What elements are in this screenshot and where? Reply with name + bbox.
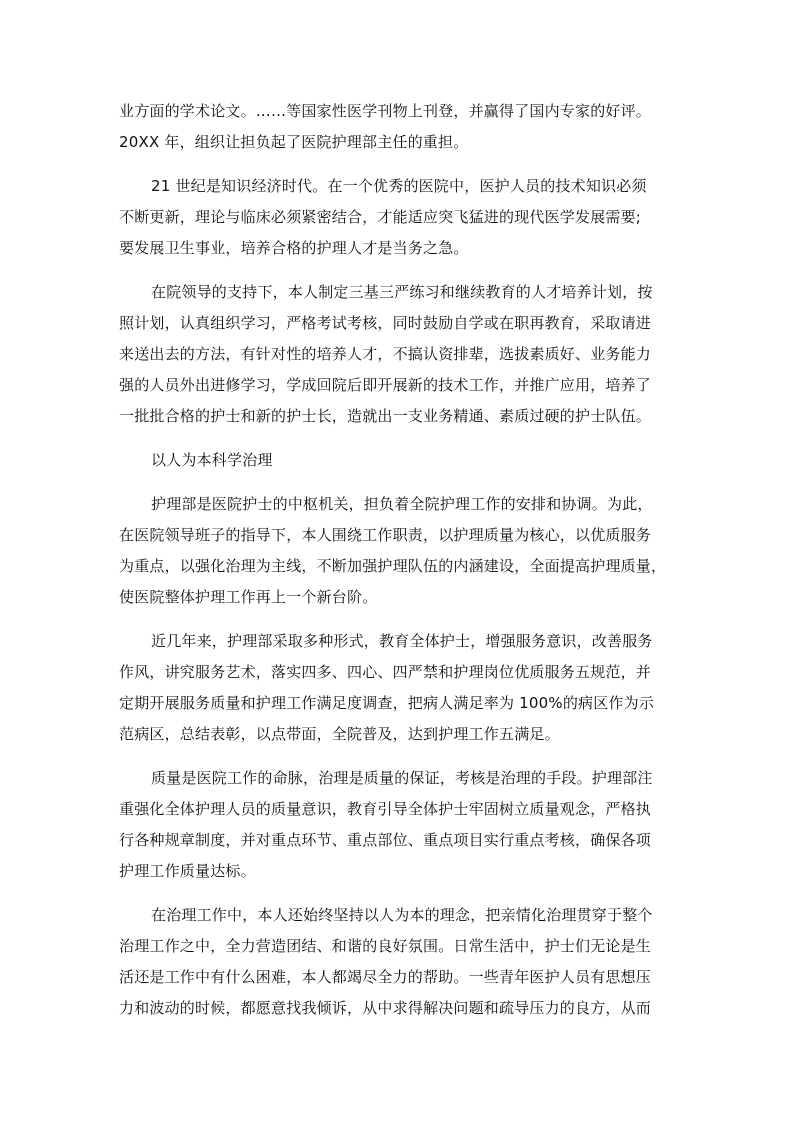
text-line: 治理工作之中，全力营造团结、和谐的良好氛围。日常生活中，护士们无论是生 [119, 937, 652, 955]
text-line: 强的人员外出进修学习，学成回院后即开展新的技术工作，并推广应用，培养了 [119, 376, 652, 394]
section-heading [119, 445, 685, 476]
text-line: 不断更新，理论与临床必须紧密结合，才能适应突飞猛进的现代医学发展需要; [119, 208, 642, 226]
text-line: 定期开展服务质量和护理工作满足度调查，把病人满足率为 100%的病区作为示 [119, 694, 655, 712]
text-line: 在治理工作中，本人还始终坚持以人为本的理念，把亲情化治理贯穿于整个 [151, 906, 653, 924]
text-line: 照计划，认真组织学习，严格考试考核，同时鼓励自学或在职再教育，采取请进 [119, 314, 652, 332]
text-line: 力和波动的时候，都愿意找我倾诉，从中求得解决问题和疏导压力的良方，从而 [119, 999, 652, 1017]
text-line: 来送出去的方法，有针对性的培养人才，不搞认资排辈，选拔素质好、业务能力 [119, 345, 652, 363]
text-line: 21 世纪是知识经济时代。在一个优秀的医院中，医护人员的技术知识必须 [151, 177, 647, 195]
text-line: 一批批合格的护士和新的护士长，造就出一支业务精通、素质过硬的护士队伍。 [119, 407, 652, 425]
text-line: 质量是医院工作的命脉，治理是质量的保证，考核是治理的手段。护理部注 [151, 769, 653, 787]
text-line: 为重点，以强化治理为主线，不断加强护理队伍的内涵建设，全面提高护理质量， [119, 557, 667, 575]
text-line: 近几年来，护理部采取多种形式，教育全体护士，增强服务意识，改善服务 [151, 632, 653, 650]
text-line: 使医院整体护理工作再上一个新台阶。 [119, 588, 378, 606]
text-line: 业方面的学术论文。……等国家性医学刊物上刊登，并赢得了国内专家的好评。 [119, 102, 652, 120]
text-line: 要发展卫生事业，培养合格的护理人才是当务之急。 [119, 239, 469, 257]
text-line: 护理工作质量达标。 [119, 862, 256, 880]
text-line: 行各种规章制度，并对重点环节、重点部位、重点项目实行重点考核，确保各项 [119, 831, 652, 849]
paragraph-4 [119, 489, 685, 613]
paragraph-2 [119, 277, 685, 432]
paragraph-5 [119, 626, 685, 750]
document-body [119, 96, 685, 1037]
heading-text: 以人为本科学治理 [151, 451, 273, 469]
text-line: 活还是工作中有什么困难，本人都竭尽全力的帮助。一些青年医护人员有思想压 [119, 968, 652, 986]
paragraph-0 [119, 96, 685, 158]
text-line: 在院领导的支持下，本人制定三基三严练习和继续教育的人才培养计划，按 [151, 283, 653, 301]
text-line: 作风，讲究服务艺术，落实四多、四心、四严禁和护理岗位优质服务五规范，并 [119, 663, 652, 681]
paragraph-7 [119, 900, 685, 1024]
text-line: 护理部是医院护士的中枢机关，担负着全院护理工作的安排和协调。为此， [151, 495, 653, 513]
paragraph-1 [119, 171, 685, 264]
text-line: 范病区，总结表彰，以点带面，全院普及，达到护理工作五满足。 [119, 725, 560, 743]
text-line: 重强化全体护理人员的质量意识，教育引导全体护士牢固树立质量观念，严格执 [119, 800, 652, 818]
paragraph-6 [119, 763, 685, 887]
text-line: 20XX 年，组织让担负起了医院护理部主任的重担。 [119, 133, 469, 151]
text-line: 在医院领导班子的指导下，本人围绕工作职责，以护理质量为核心，以优质服务 [119, 526, 652, 544]
